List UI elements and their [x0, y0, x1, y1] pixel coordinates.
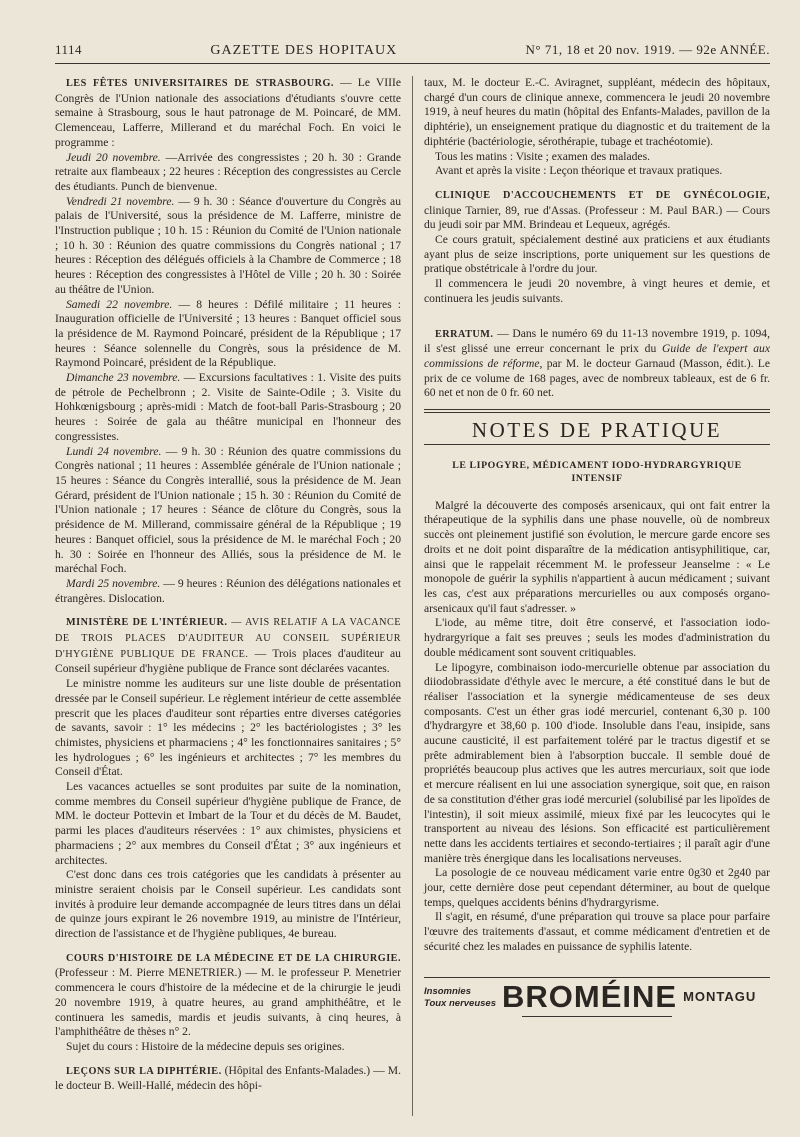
- body-paragraph: Ce cours gratuit, spécialement destiné aux praticiens et aux étudiants ayant plus de seize inscriptions, porte uniquement sur les questions de pratique obstétricale à l'ordre du jour.: [424, 233, 770, 276]
- section-heading: MINISTÈRE DE L'INTÉRIEUR.: [66, 617, 228, 629]
- right-column: [412, 76, 770, 1116]
- body-paragraph: taux, M. le docteur E.-C. Aviragnet, suppléant, médecin des hôpitaux, chargé d'un cours de clinique annexe, commencera le jeudi 20 novembre 1919, à neuf heures du matin (hôpital des Enfants-Malades, pavillon de la diphtérie), un enseignement pratique du diagnostic et du traitement de la diphtérie (bactériologie, sérothérapie, tubage et trachéotomie).: [424, 76, 770, 148]
- section-heading: LES FÊTES UNIVERSITAIRES DE STRASBOURG.: [66, 78, 334, 89]
- double-rule: [424, 409, 770, 413]
- section-heading: COURS D'HISTOIRE DE LA MÉDECINE ET DE LA CHIRURGIE.: [66, 952, 401, 964]
- program-day: Vendredi 21 novembre. — 9 h. 30 : Séance d'ouverture du Congrès au palais de l'Université, sous la présidence de M. Lafferre, ministre de l'Instruction publique ; 10 h. 15 : Réunion du Comité de l'Union nationale ; 10 h. 30 : Réunion des quatre commissions du Congrès national ; 17 heures : Réception des délégués officiels à la Chambre de Commerce ; 18 heures : Réception des congressistes à l'Hôtel de Ville ; 20 h. 30 : Soirée au théâtre de l'Union.: [55, 194, 402, 296]
- lecons-paragraph: LEÇONS SUR LA DIPHTÉRIE. (Hôpital des Enfants-Malades.) — M. le docteur B. Weill-Hallé, médecin des hôpi-: [55, 1063, 401, 1093]
- program-day: Mardi 25 novembre. — 9 heures : Réunion des délégations nationales et étrangères. Dislocation.: [55, 576, 401, 605]
- fetes-paragraph: LES FÊTES UNIVERSITAIRES DE STRASBOURG. — Le VIIIe Congrès de l'Union nationale des associations d'étudiants s'ouvre cette semaine à Strasbourg, sous le haut patronage de M. Poincaré, de MM. Clemenceau, Lafferre, Millerand et du maréchal Foch. En voici le programme :: [55, 76, 401, 149]
- section-heading: LEÇONS SUR LA DIPHTÉRIE.: [66, 1065, 222, 1077]
- program-day: Jeudi 20 novembre. —Arrivée des congressistes ; 20 h. 30 : Grande retraite aux flambeaux ; 22 heures : Réception des congressistes au Cercle des étudiants. Punch de bienvenue.: [55, 150, 401, 193]
- notes-title: NOTES DE PRATIQUE: [471, 418, 723, 443]
- body-paragraph: Malgré la découverte des composés arsenicaux, qui ont fait entrer la thérapeutique de la syphilis dans une phase nouvelle, où de nombreux succès ont pleinement justifié son évolution, le mercure garde encore ses droits et ne doit point disparaître de la médication antisyphilitique, car, ainsi que le rappelait récemment M. le professeur Jeanselme : « Le monopole de guérir la syphilis n'appartient à aucun médicament ; suivant les cas, c'est aux préparations mercurielles ou aux composés organo-arsenicaux qu'il faut s'adresser. »: [424, 498, 770, 615]
- issue-info: N° 71, 18 et 20 nov. 1919. — 92e ANNÉE.: [525, 42, 770, 57]
- body-paragraph: Il s'agit, en résumé, d'une préparation qui trouve sa place pour parfaire l'œuvre des traitements d'assaut, et comme médicament d'entretien et de sécurité chez les malades en puissance de syphilis latente.: [424, 910, 770, 953]
- article-title: LE LIPOGYRE, MÉDICAMENT IODO-HYDRARGYRIQUE INTENSIF: [452, 459, 742, 484]
- body-paragraph: C'est donc dans ces trois catégories que les candidats à présenter au ministre seraient choisis par le Conseil supérieur. Les candidats sont invités à produire leur demande accompagnée de leurs titres dans un délai de quinze jours expirant le 26 novembre 1919, au ministre de l'Intérieur, direction de l'assistance et de l'hygiène publiques, 4e bureau.: [55, 868, 401, 941]
- ad-brand: BROMÉINE: [501, 979, 678, 1015]
- program-day: Samedi 22 novembre. — 8 heures : Défilé militaire ; 11 heures : Inauguration officielle de l'Université ; 13 heures : Banquet officiel sous la présidence de M. Raymond Poincaré, président de la République ; 17 heures : Séance solennelle du Congrès, sous la présidence de M. Raymond Poincaré, président de la République.: [55, 297, 402, 370]
- left-column: [55, 76, 412, 1116]
- section-heading: CLINIQUE D'ACCOUCHEMENTS ET DE GYNÉCOLOGIE,: [435, 189, 770, 201]
- clinique-paragraph: CLINIQUE D'ACCOUCHEMENTS ET DE GYNÉCOLOGIE, clinique Tarnier, 89, rue d'Assas. (Professeur : M. Paul BAR.) — Cours du jeudi soir par MM. Brindeau et Lequeux, agrégés.: [424, 189, 770, 232]
- columns: [55, 76, 770, 1116]
- erratum-paragraph: ERRATUM. — Dans le numéro 69 du 11-13 novembre 1919, p. 1094, il s'est glissé une erreur concernant le prix du Guide de l'expert aux commissions de réforme, par M. le docteur Garnaud (Masson, édit.). Le prix de ce volume de 168 pages, avec de nombreux tableaux, est de 6 fr. 60 net et non de 0 fr. 60 net.: [424, 326, 770, 400]
- body-paragraph: Sujet du cours : Histoire de la médecine depuis ses origines.: [66, 1040, 345, 1053]
- ministere-paragraph: MINISTÈRE DE L'INTÉRIEUR. — AVIS RELATIF A LA VACANCE DE TROIS PLACES D'AUDITEUR AU CONSEIL SUPÉRIEUR D'HYGIÈNE PUBLIQUE DE FRANCE. — Trois places d'auditeur au Conseil supérieur d'hygiène publique de France sont déclarées vacantes.: [55, 617, 401, 676]
- body-paragraph: Le lipogyre, combinaison iodo-mercurielle obtenue par association du diiodobrassidate d'éthyle avec le mercure, a été constitué dans le but de réaliser l'association et la synergie médicamenteuse de ses deux composants. C'est un éther gras iodé mercuriel, contenant 6,30 p. 100 d'hydrargyre et 38,60 p. 100 d'iode. Insoluble dans l'eau, insipide, sans aucune causticité, il est parfaitement toléré par le tractus digestif et se prête admirablement bien à l'absorption buccale. Il semble doué de propriétés beaucoup plus actives que les autres mercuriaux, soit que iode et mercure réalisent en lui une association synergique, soit que, en raison de sa constitution d'éther gras iodé mercuriel (solubilisé par les lipoïdes de l'intestin), il soit mieux assimilé, mieux fixé par les leucocytes qui le transportent au niveau des lésions. Son efficacité est particulièrement nette dans les accidents tertiaires et secondo-tertiaires ; il paraît agir d'une manière très énergique dans les localisations nerveuses.: [424, 660, 770, 865]
- journal-title: GAZETTE DES HOPITAUX: [210, 43, 398, 58]
- program-day: Lundi 24 novembre. — 9 h. 30 : Réunion des quatre commissions du Congrès national ; 11 heures : Assemblée générale de l'Union nationale ; 15 heures : Séance du Congrès interallié, sous la présidence de M. Jean Gérard, président de l'Union nationale ; 15 h. 30 : Réunion du Comité de l'Union nationale ; 17 heures : Séance de clôture du Congrès, sous la présidence de M. Millerand, commissaire général de la République ; 19 heures : Banquet officiel, sous la présidence de M. le maréchal Foch ; 20 h. 30 : Soirée en l'honneur des Alliés, sous la présidence de M. le maréchal Foch.: [55, 444, 401, 576]
- ad-indications: Insomnies Toux nerveuses: [424, 985, 496, 1009]
- body-paragraph: Le ministre nomme les auditeurs sur une liste double de présentation dressée par le Conseil supérieur. Le règlement intérieur de cette assemblée prescrit que les places d'auditeur sont réparties entre diverses catégories de savants, savoir : 1° les médecins ; 2° les bactériologistes ; 3° les chimistes, physiciens et pharmaciens ; 4° les fonctionnaires sanitaires ; 5° les hydrologues ; 6° les ingénieurs et architectes ; 7° les membres du Conseil d'État.: [55, 677, 401, 779]
- body-paragraph: Tous les matins : Visite ; examen des malades.: [435, 149, 650, 163]
- body-paragraph: La posologie de ce nouveau médicament varie entre 0g30 et 2g40 par jour, cette dernière dose peut cependant déterminer, au bout de quelque temps, quelques accidents bénins d'hydrargyrisme.: [424, 866, 770, 909]
- section-heading: ERRATUM.: [435, 328, 494, 340]
- page-header: [55, 42, 770, 64]
- divider: [522, 1016, 672, 1017]
- cours-paragraph: COURS D'HISTOIRE DE LA MÉDECINE ET DE LA CHIRURGIE. (Professeur : M. Pierre MENETRIER.) — M. le professeur P. Menetrier commencera le cours d'histoire de la médecine et de la chirurgie le jeudi 20 novembre 1919, à quatre heures, au grand amphithéâtre, et le continuera les samedis, mardis et jeudis suivants, à cinq heures, à l'amphithéâtre de thèses n° 2.: [55, 952, 401, 1039]
- page-number: 1114: [55, 42, 83, 57]
- body-paragraph: Avant et après la visite : Leçon théorique et travaux pratiques.: [435, 164, 723, 178]
- body-paragraph: L'iode, au même titre, doit être conservé, et l'association iodo-hydrargyrique a fait ses preuves ; seuls les modes d'administration du double médicament sont souvent critiquables.: [424, 616, 770, 659]
- advertisement: [424, 977, 770, 1015]
- body-paragraph: Il commencera le jeudi 20 novembre, à vingt heures et demie, et continuera les jeudis suivants.: [424, 277, 770, 305]
- body-paragraph: Les vacances actuelles se sont produites par suite de la nomination, comme membres du Conseil supérieur d'hygiène publique de France, de MM. le docteur Pottevin et Imbart de la Tour et du décès de M. Baudet, parmi les places d'auditeurs réservées : 1° aux chimistes, physiciens et pharmaciens ; 2° aux membres du Conseil d'État ; 3° aux ingénieurs et architectes.: [55, 780, 401, 867]
- ad-maker: MONTAGU: [683, 989, 757, 1005]
- program-day: Dimanche 23 novembre. — Excursions facultatives : 1. Visite des puits de pétrole de Pechelbronn ; 2. Visite de Sainte-Odile ; 3. Visite du Hohkœnigsbourg ; après-midi : Match de foot-ball Paris-Strasbourg ; 20 heures : Soirée de gala au théâtre municipal en l'honneur des congressistes.: [55, 371, 401, 443]
- divider: [424, 444, 770, 445]
